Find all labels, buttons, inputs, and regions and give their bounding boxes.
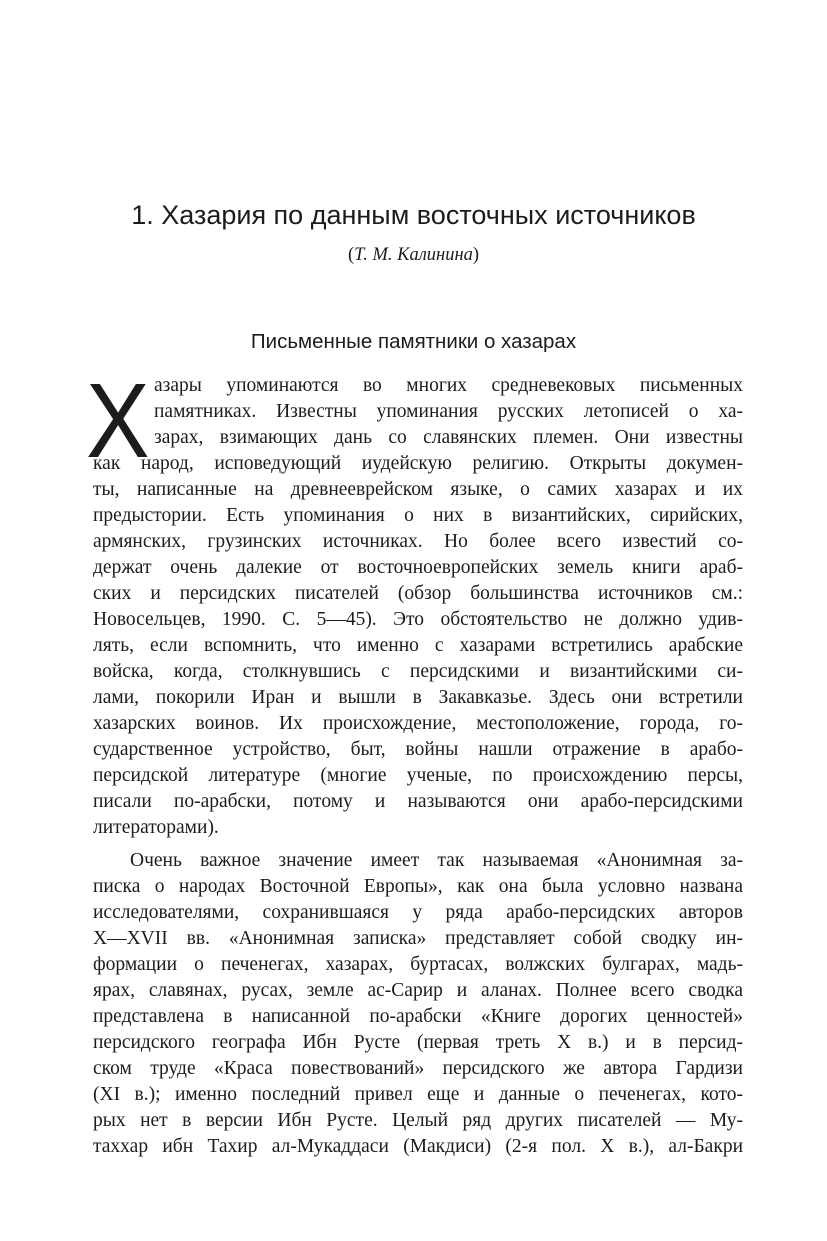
text-line: рых нет в версии Ибн Русте. Целый ряд других писателей — Му- [93,1110,743,1131]
text-line: зарах, взимающих дань со славянских племен. Они известны [154,427,743,448]
text-line: памятниках. Известны упоминания русских летописей о ха- [154,401,743,422]
author-attribution [0,245,827,266]
text-line: ских и персидских писателей (обзор большинства источников см.: [93,583,743,604]
text-line: ярах, славянах, русах, земле ас-Сарир и аланах. Полнее всего сводка [93,980,743,1001]
text-line: ты, написанные на древнееврейском языке, о самих хазарах и их [93,479,743,500]
text-line: таххар ибн Тахир ал-Мукаддаси (Макдиси) (2-я пол. X в.), ал-Бакри [93,1136,743,1157]
text-line: азары упоминаются во многих средневековых письменных [154,375,743,396]
text-line: писка о народах Восточной Европы», как она была условно названа [93,876,743,897]
text-line: хазарских воинов. Их происхождение, местоположение, города, го- [93,713,743,734]
text-line: (XI в.); именно последний привел еще и данные о печенегах, кото- [93,1084,743,1105]
text-line: персидского географа Ибн Русте (первая треть X в.) и в персид- [93,1032,743,1053]
text-line: предыстории. Есть упоминания о них в византийских, сирийских, [93,505,743,526]
author-paren-close: ) [472,245,480,265]
text-line: писали по-арабски, потому и называются они арабо-персидскими [93,791,743,812]
text-line: сударственное устройство, быт, войны нашли отражение в арабо- [93,739,743,760]
text-line: Очень важное значение имеет так называемая «Анонимная за- [130,850,743,871]
section-heading: Письменные памятники о хазарах [250,330,577,353]
text-line: X—XVII вв. «Анонимная записка» представляет собой сводку ин- [93,928,743,949]
text-line: лами, покорили Иран и вышли в Закавказье. Здесь они встретили [93,687,743,708]
text-line: персидской литературе (многие ученые, по происхождению персы, [93,765,743,786]
text-line: ском труде «Краса повествований» персидского же автора Гардизи [93,1058,743,1079]
text-line: лять, если вспомнить, что именно с хазарами встретились арабские [93,635,743,656]
chapter-title: 1. Хазария по данным восточных источников [131,200,696,230]
text-line: войска, когда, столкнувшись с персидскими и византийскими си- [93,661,743,682]
text-line: формации о печенегах, хазарах, буртасах, волжских булгарах, мадь- [93,954,743,975]
text-line: представлена в написанной по-арабски «Книге дорогих ценностей» [93,1006,743,1027]
drop-cap: Х [86,362,150,480]
text-line: держат очень далекие от восточноевропейских земель книги араб- [93,557,743,578]
author-name: Т. М. Калинина [354,245,473,265]
text-line: исследователями, сохранившаяся у ряда арабо-персидских авторов [93,902,743,923]
text-line: как народ, исповедующий иудейскую религию. Открыты докумен- [93,453,743,474]
text-line: Новосельцев, 1990. С. 5—45). Это обстоятельство не должно удив- [93,609,743,630]
text-line: литераторами). [93,817,219,838]
author-paren-open: ( [347,245,355,265]
text-line: армянских, грузинских источниках. Но более всего известий со- [93,531,743,552]
